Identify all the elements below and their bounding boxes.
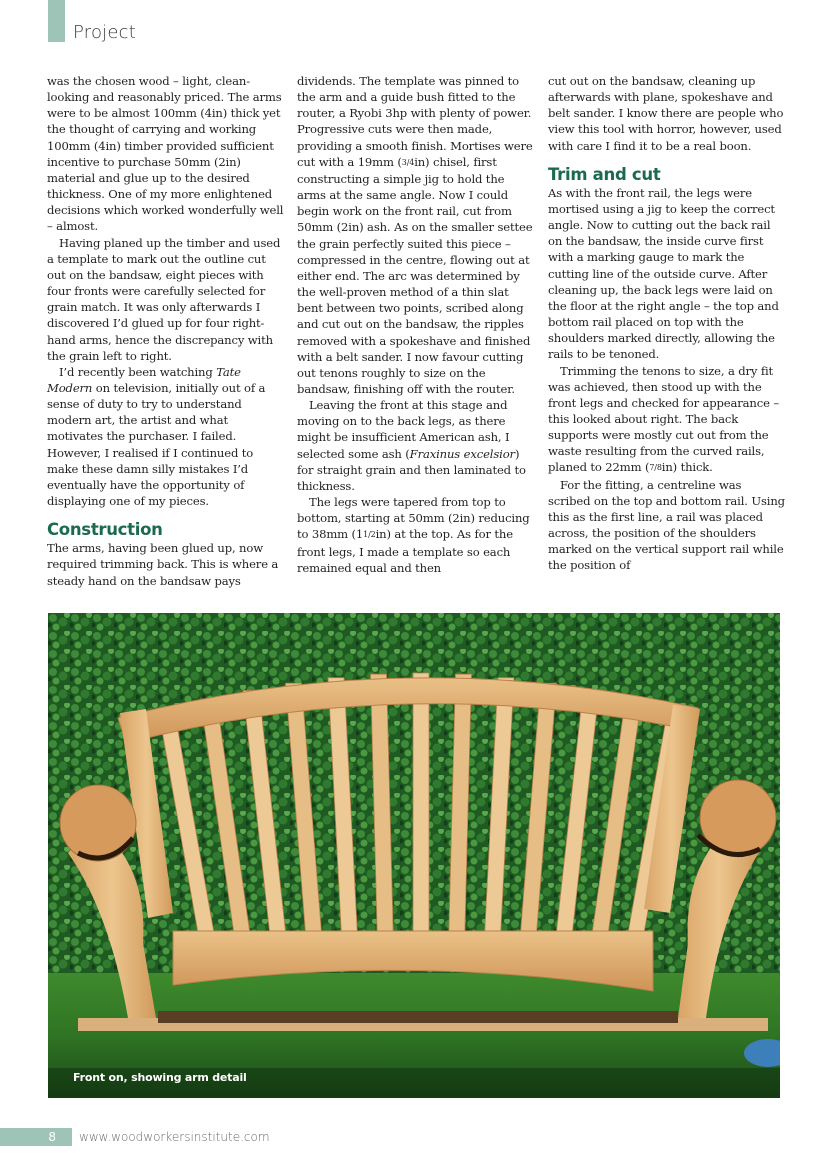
- footer-url: www.woodworkersinstitute.com: [79, 1130, 270, 1144]
- fraction: 1/2: [363, 530, 376, 540]
- paragraph: The arms, having been glued up, now required trimming back. This is where a steady hand on the bandsaw pays: [47, 541, 279, 588]
- settee-illustration: [48, 613, 780, 1098]
- settee-photo: [48, 613, 780, 1098]
- column-3: [548, 73, 785, 574]
- column-2: [297, 73, 534, 576]
- paragraph: For the fitting, a centreline was scribed on the top and bottom rail. Using this as the first line, a rail was placed across, the position of the shoulders marked on the vertical support rail while the position of: [548, 477, 785, 573]
- fraction: 3/4: [401, 157, 415, 167]
- section-label: Project: [73, 22, 136, 43]
- paragraph: I’d recently been watching Tate Modern on television, initially out of a sense of duty to try to understand modern art, the artist and what motivates the purchaser. I failed. However, I realised if I continued to make these damn silly mistakes I’d eventually have the opportunity of displaying one of my pieces.: [47, 364, 266, 509]
- paragraph: Leaving the front at this stage and moving on to the back legs, as there might be insufficient American ash, I selected some ash (Fraxinus excelsior) for straight grain and then laminated to thickness.: [297, 398, 526, 493]
- paragraph: As with the front rail, the legs were mortised using a jig to keep the correct angle. Now to cutting out the back rail on the bandsaw, the inside curve first with a marking gauge to mark the cutting line of the outside curve. After cleaning up, the back legs were laid on the floor at the right angle – the top and bottom rail placed on top with the shoulders marked directly, allowing the rails to be tenoned.: [548, 185, 779, 362]
- section-accent-bar: [48, 0, 65, 42]
- subheading-trim-and-cut: Trim and cut: [548, 164, 661, 184]
- fraction: 7/8: [649, 463, 662, 473]
- paragraph: Having planed up the timber and used a template to mark out the outline cut out on the bandsaw, eight pieces with four fronts were carefully selected for grain match. It was only afterwards I discovered I’d glued up for four right-hand arms, hence the discrepancy with the grain left to right.: [47, 235, 281, 363]
- paragraph: dividends. The template was pinned to the arm and a guide bush fitted to the router, a Ryobi 3hp with plenty of power. Progressive cuts were then made, providing a smooth finish. Mortises were cut with a 19mm (3/4in) chisel, first constructing a simple jig to hold the arms at the same angle. Now I could begin work on the front rail, cut from 50mm (2in) ash. As on the smaller settee the grain perfectly suited this piece – compressed in the centre, flowing out at either end. The arc was determined by the well-proven method of a thin slat bent between two points, scribed along and cut out on the bandsaw, the ripples removed with a spokeshave and finished with a belt sander. I now favour cutting out tenons roughly to size on the bandsaw, finishing off with the router.: [297, 74, 533, 396]
- subheading-construction: Construction: [47, 520, 163, 540]
- paragraph: The legs were tapered from top to bottom, starting at 50mm (2in) reducing to 38mm (11/2in) at the top. As for the front legs, I made a template so each remained equal and then: [297, 495, 530, 575]
- page-number: 8: [0, 1128, 72, 1146]
- italic-species: Fraxinus excelsior: [409, 446, 515, 461]
- column-1: [47, 73, 284, 589]
- back-slat: [413, 673, 429, 933]
- base-shadow: [158, 1011, 678, 1023]
- paragraph: cut out on the bandsaw, cleaning up afterwards with plane, spokeshave and belt sander. I know there are people who view this tool with horror, however, used with care I find it to be a real boon.: [548, 74, 784, 153]
- italic-title: Tate Modern: [47, 364, 241, 395]
- photo-caption: Front on, showing arm detail: [73, 1071, 247, 1084]
- paragraph: was the chosen wood – light, clean-looking and reasonably priced. The arms were to be almost 100mm (4in) thick yet the thought of carrying and working 100mm (4in) timber provided sufficient incentive to purchase 50mm (2in) material and glue up to the desired thickness. One of my more enlightened decisions which worked wonderfully well – almost.: [47, 74, 284, 234]
- paragraph: Trimming the tenons to size, a dry fit was achieved, then stood up with the front legs and checked for appearance – this looked about right. The back supports were mostly cut out from the waste resulting from the curved rails, planed to 22mm (7/8in) thick.: [548, 363, 779, 475]
- article-body: [47, 73, 785, 593]
